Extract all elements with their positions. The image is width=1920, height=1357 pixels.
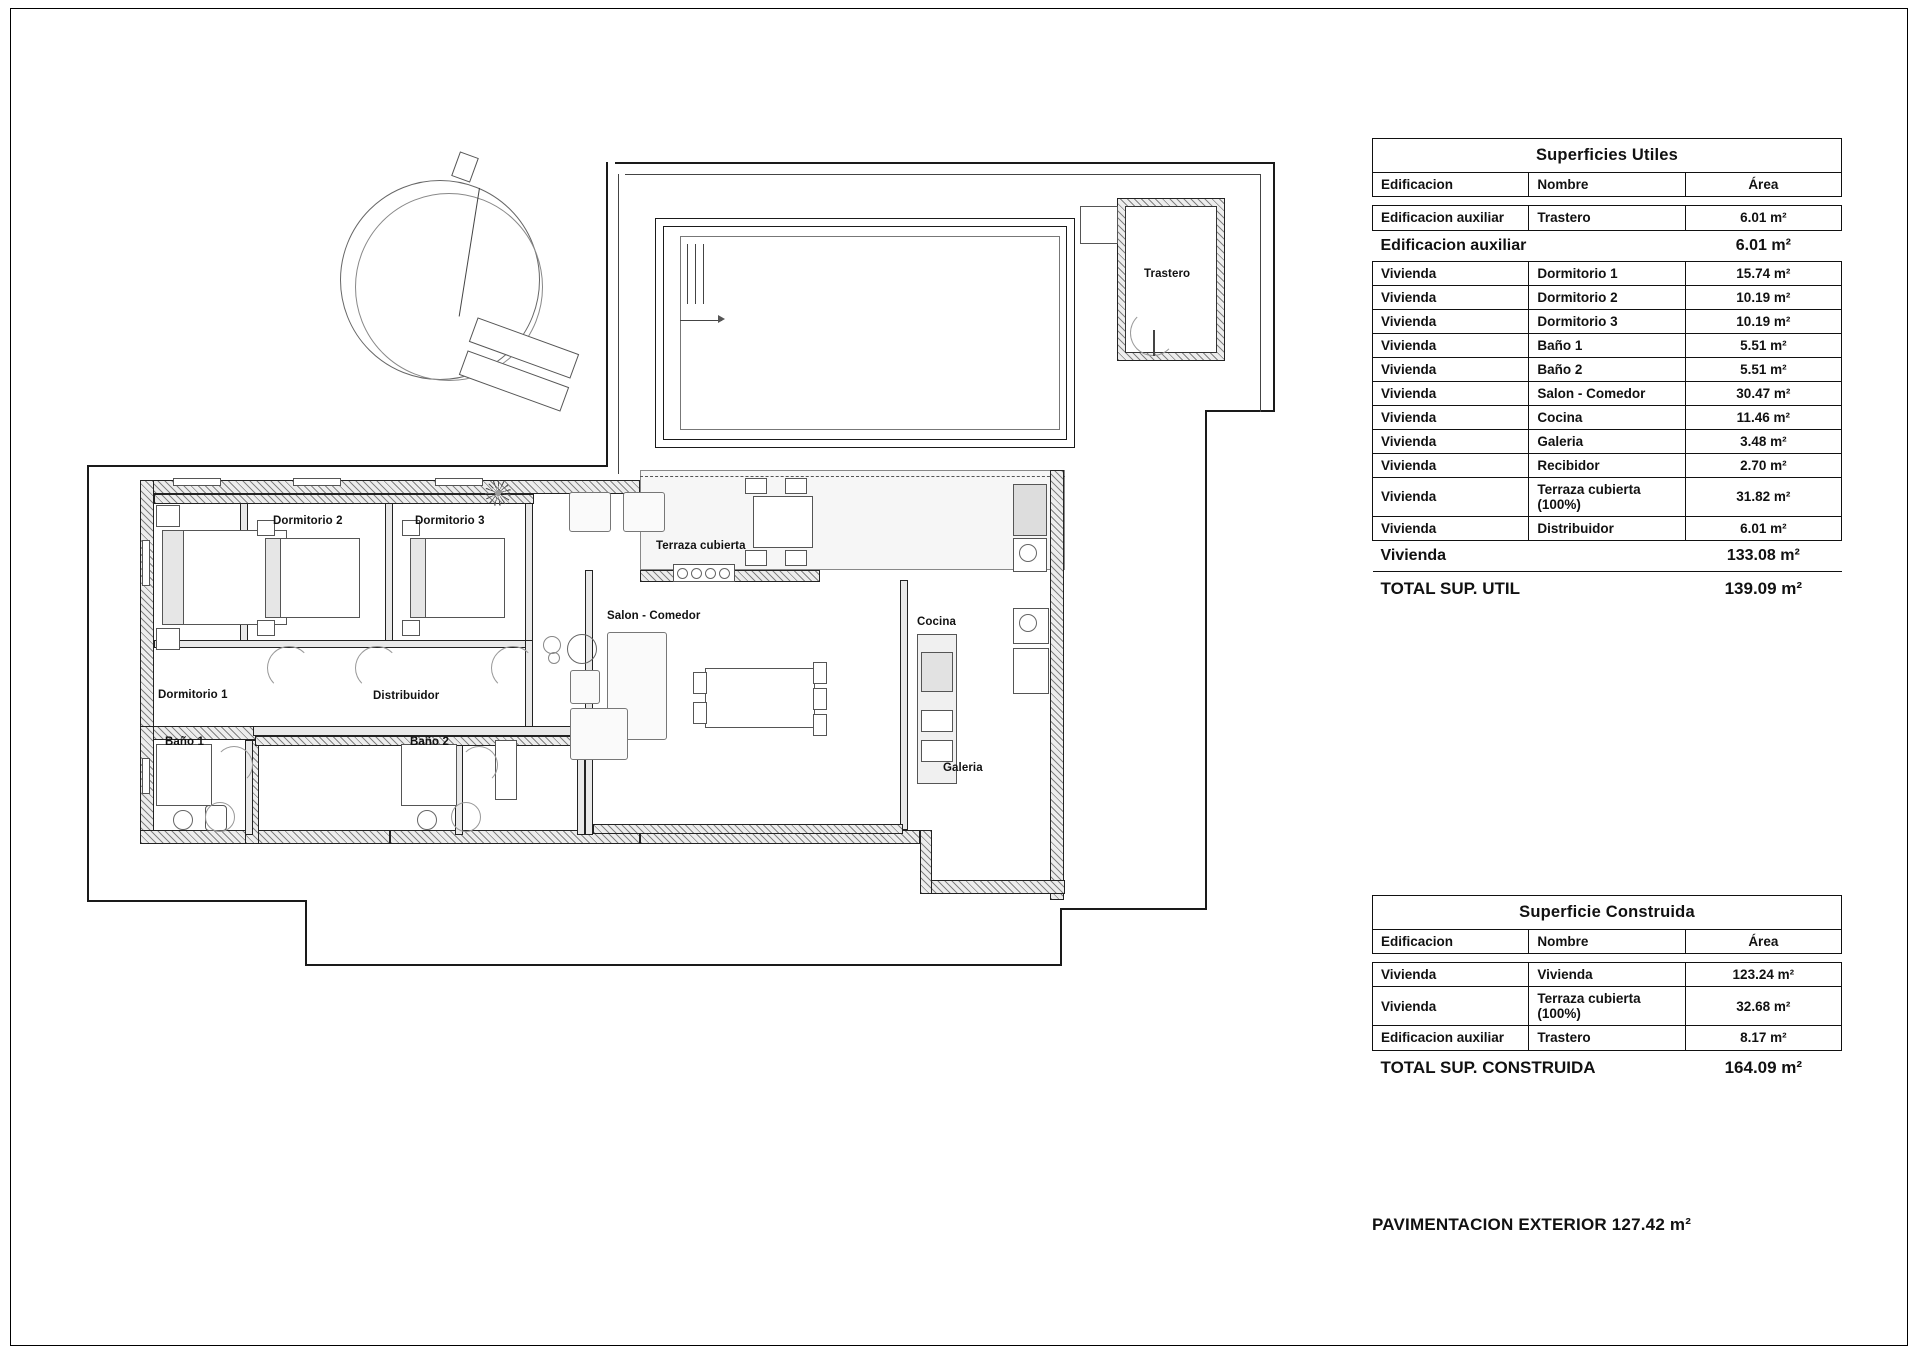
cell-nombre: Baño 1 [1529, 333, 1685, 357]
partition-cocina-west [900, 580, 908, 830]
outdoor-unit-tall [1013, 484, 1047, 536]
total-area: 139.09 m² [1685, 571, 1841, 606]
site-boundary-step-3 [305, 900, 307, 966]
terrace-burner-2 [691, 568, 702, 579]
sink-bano-1 [173, 810, 193, 830]
room-label-dormitorio-2: Dormitorio 2 [273, 515, 343, 527]
pool-step-2 [695, 244, 696, 304]
terrace-armchair-1 [569, 492, 611, 532]
cell-edificacion: Vivienda [1373, 987, 1529, 1026]
site-offset-right [1260, 174, 1261, 412]
floor-plan-drawing [55, 140, 1305, 1140]
fridge [1013, 648, 1049, 694]
cell-area: 2.70 m² [1685, 453, 1841, 477]
site-boundary-step-2 [1060, 908, 1062, 966]
cell-area: 3.48 m² [1685, 429, 1841, 453]
cell-nombre: Terraza cubierta (100%) [1529, 477, 1685, 516]
construida-spacer [1373, 954, 1842, 963]
cell-area: 123.24 m² [1685, 963, 1841, 987]
utiles-header-edificacion: Edificacion [1373, 173, 1529, 197]
window-bano1-west [142, 758, 150, 794]
trastero-door-leaf [1153, 330, 1155, 356]
cell-area: 5.51 m² [1685, 357, 1841, 381]
sink-bano-2 [417, 810, 437, 830]
table-row [1373, 987, 1842, 1026]
cell-nombre: Cocina [1529, 405, 1685, 429]
site-boundary-left-lower [87, 900, 307, 902]
bath-fixture-1 [205, 802, 235, 832]
cell-area: 30.47 m² [1685, 381, 1841, 405]
outdoor-sink-bowl [1019, 544, 1037, 562]
construida-header-edificacion: Edificacion [1373, 930, 1529, 954]
cell-edificacion: Vivienda [1373, 309, 1529, 333]
cell-area: 5.51 m² [1685, 333, 1841, 357]
window-dorm3 [435, 478, 483, 486]
dining-chair-4 [813, 688, 827, 710]
cell-nombre: Terraza cubierta (100%) [1529, 987, 1685, 1026]
cell-area: 6.01 m² [1685, 206, 1841, 231]
room-label-trastero: Trastero [1144, 268, 1191, 280]
table-row [1373, 516, 1842, 540]
house-wall-bath1-bottom [140, 830, 390, 844]
site-boundary-left-step [606, 162, 608, 467]
door-swing-dorm2 [355, 646, 399, 690]
site-boundary-bottom-mid [305, 964, 1062, 966]
pool-step-1 [687, 244, 688, 304]
utiles-table-title: Superficies Utiles [1373, 139, 1842, 173]
table-row [1373, 309, 1842, 333]
nightstand-1b [156, 628, 180, 650]
table-superficie-construida [1372, 895, 1842, 1085]
switch-symbol-2 [548, 652, 560, 664]
floor-strip-salon [593, 824, 903, 834]
shower-bano-2 [401, 744, 457, 806]
cell-edificacion: Edificacion auxiliar [1373, 1026, 1529, 1051]
table-row [1373, 333, 1842, 357]
partition-dorm2-dorm3 [385, 494, 393, 644]
site-boundary-right-upper [1273, 162, 1275, 412]
cell-area: 6.01 m² [1685, 516, 1841, 540]
terrace-burner-1 [677, 568, 688, 579]
site-boundary-top [615, 162, 1275, 164]
nightstand-1a [156, 505, 180, 527]
utiles-header-area: Área [1685, 173, 1841, 197]
kitchen-drawer-2 [921, 740, 953, 762]
kitchen-sink-bowl [1019, 614, 1037, 632]
table-row [1373, 285, 1842, 309]
cell-edificacion: Vivienda [1373, 405, 1529, 429]
terraza-wall-north [640, 470, 1065, 478]
cell-area: 10.19 m² [1685, 285, 1841, 309]
house-wall-west [140, 480, 154, 740]
site-offset-top [625, 174, 1261, 175]
table-row [1373, 357, 1842, 381]
window-west-dorm1 [142, 540, 150, 586]
construida-table-title: Superficie Construida [1373, 896, 1842, 930]
cell-edificacion: Vivienda [1373, 381, 1529, 405]
cell-edificacion: Vivienda [1373, 285, 1529, 309]
table-row [1373, 261, 1842, 285]
room-label-bano-1: Baño 1 [165, 736, 204, 748]
kitchen-drawer-1 [921, 710, 953, 732]
cell-nombre: Dormitorio 2 [1529, 285, 1685, 309]
cell-nombre: Trastero [1529, 1026, 1685, 1051]
table-row [1373, 453, 1842, 477]
table-total-row [1373, 571, 1842, 606]
table-subtotal-row [1373, 540, 1842, 571]
cell-area: 10.19 m² [1685, 309, 1841, 333]
terrace-plant-icon [485, 480, 511, 506]
site-boundary-step-1 [1205, 410, 1275, 412]
terrace-chair-2 [785, 478, 807, 494]
galeria-wall-west [920, 830, 932, 894]
construida-header-nombre: Nombre [1529, 930, 1685, 954]
table-row [1373, 963, 1842, 987]
terrace-burner-3 [705, 568, 716, 579]
table-row [1373, 429, 1842, 453]
room-label-dormitorio-1: Dormitorio 1 [158, 689, 228, 701]
cell-nombre: Baño 2 [1529, 357, 1685, 381]
terrace-chair-4 [785, 550, 807, 566]
cell-area: 32.68 m² [1685, 987, 1841, 1026]
pool-water [680, 236, 1060, 430]
bed-3-headboard [410, 538, 426, 618]
shower-bano-1 [156, 744, 212, 806]
door-swing-dorm3 [491, 646, 535, 690]
bench-top [451, 151, 479, 182]
door-swing-bano2 [460, 746, 498, 784]
room-label-terraza-cubierta: Terraza cubierta [656, 540, 746, 552]
nightstand-2b [257, 620, 275, 636]
terrace-burner-4 [719, 568, 730, 579]
utiles-header-nombre: Nombre [1529, 173, 1685, 197]
subtotal-area: 133.08 m² [1685, 540, 1841, 571]
cell-edificacion: Vivienda [1373, 357, 1529, 381]
coffee-table [567, 634, 597, 664]
partition-hall-south [253, 726, 583, 736]
cell-nombre: Recibidor [1529, 453, 1685, 477]
subtotal-label: Edificacion auxiliar [1373, 230, 1686, 261]
cell-edificacion: Vivienda [1373, 453, 1529, 477]
terraza-cubierta-area [640, 470, 1065, 570]
cell-edificacion: Vivienda [1373, 963, 1529, 987]
total-area: 164.09 m² [1685, 1050, 1841, 1085]
salon-wall-east [1050, 470, 1064, 900]
room-label-distribuidor: Distribuidor [373, 690, 440, 702]
terrace-dining-table [753, 496, 813, 548]
galeria-wall-south [920, 880, 1065, 894]
cell-area: 8.17 m² [1685, 1026, 1841, 1051]
dining-table-salon [705, 668, 815, 728]
dining-chair-1 [693, 672, 707, 694]
cell-edificacion: Edificacion auxiliar [1373, 206, 1529, 231]
total-label: TOTAL SUP. CONSTRUIDA [1373, 1050, 1686, 1085]
room-label-galeria: Galeria [943, 762, 983, 774]
cell-area: 11.46 m² [1685, 405, 1841, 429]
cell-area: 31.82 m² [1685, 477, 1841, 516]
pool-arrow-line [680, 320, 722, 321]
terrace-armchair-2 [623, 492, 665, 532]
table-row [1373, 206, 1842, 231]
cell-edificacion: Vivienda [1373, 429, 1529, 453]
vanity-bano-2 [495, 740, 517, 800]
table-row [1373, 405, 1842, 429]
cell-nombre: Salon - Comedor [1529, 381, 1685, 405]
site-boundary-top-left [87, 465, 607, 467]
terrace-chair-3 [745, 550, 767, 566]
partition-dorm3-east [525, 494, 533, 644]
cell-edificacion: Vivienda [1373, 516, 1529, 540]
trastero-window [1080, 206, 1118, 244]
dining-chair-3 [813, 662, 827, 684]
cell-edificacion: Vivienda [1373, 477, 1529, 516]
pool-step-3 [703, 244, 704, 304]
floor-strip-north [154, 494, 534, 504]
pool-arrow-head [718, 315, 725, 323]
total-label: TOTAL SUP. UTIL [1373, 571, 1686, 606]
cell-edificacion: Vivienda [1373, 261, 1529, 285]
bath-fixture-2 [451, 802, 481, 832]
table-superficies-utiles [1372, 138, 1842, 606]
subtotal-label: Vivienda [1373, 540, 1686, 571]
site-boundary-left [87, 465, 89, 902]
bed-2-headboard [265, 538, 281, 618]
cell-area: 15.74 m² [1685, 261, 1841, 285]
armchair-salon [570, 670, 600, 704]
cell-nombre: Trastero [1529, 206, 1685, 231]
room-label-dormitorio-3: Dormitorio 3 [415, 515, 485, 527]
pavimentacion-exterior-note: PAVIMENTACION EXTERIOR 127.42 m² [1372, 1215, 1692, 1234]
bed-1-headboard [162, 530, 184, 625]
cell-nombre: Vivienda [1529, 963, 1685, 987]
site-offset-left [618, 174, 619, 474]
partition-distribuidor-north [154, 640, 533, 648]
terrace-chair-1 [745, 478, 767, 494]
cell-nombre: Dormitorio 1 [1529, 261, 1685, 285]
dining-chair-5 [813, 714, 827, 736]
window-dorm2 [293, 478, 341, 486]
cooktop [921, 652, 953, 692]
sofa-chaise [570, 708, 628, 760]
dining-chair-2 [693, 702, 707, 724]
window-dorm1 [173, 478, 221, 486]
table-row [1373, 477, 1842, 516]
table-row [1373, 1026, 1842, 1051]
room-label-bano-2: Baño 2 [410, 736, 449, 748]
cell-nombre: Distribuidor [1529, 516, 1685, 540]
door-swing-dorm1 [267, 646, 311, 690]
cell-edificacion: Vivienda [1373, 333, 1529, 357]
door-swing-bano1 [215, 746, 253, 784]
cell-nombre: Galeria [1529, 429, 1685, 453]
cell-nombre: Dormitorio 3 [1529, 309, 1685, 333]
table-subtotal-row [1373, 230, 1842, 261]
room-label-salon-comedor: Salon - Comedor [607, 610, 701, 622]
site-boundary-bottom-right [1060, 908, 1206, 910]
nightstand-3b [402, 620, 420, 636]
site-boundary-right-lower [1205, 410, 1207, 910]
room-label-cocina: Cocina [917, 616, 956, 628]
table-total-row [1373, 1050, 1842, 1085]
construida-header-area: Área [1685, 930, 1841, 954]
subtotal-area: 6.01 m² [1685, 230, 1841, 261]
table-row [1373, 381, 1842, 405]
utiles-spacer [1373, 197, 1842, 206]
